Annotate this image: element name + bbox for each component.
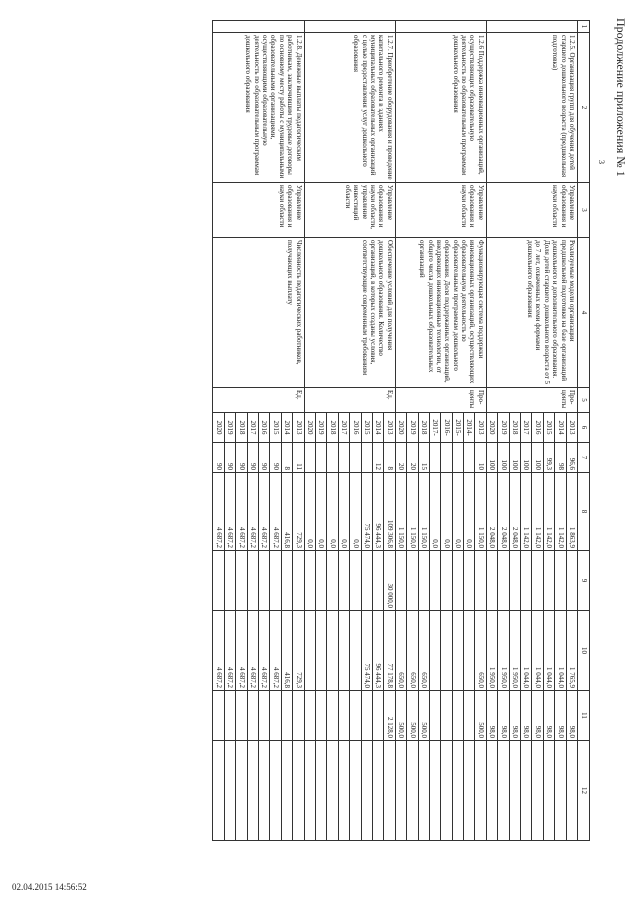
empty-cell [429,741,440,841]
year-cell: 2015- [452,413,463,443]
year-cell: 2016 [350,413,361,443]
other-funding-cell [236,691,247,741]
indicator-value-cell [350,443,361,473]
column-number-3: 3 [578,183,590,238]
total-funding-cell: 4 687,2 [213,473,224,551]
empty-cell [384,741,395,841]
page-number: 3 [597,160,606,164]
empty-cell [293,741,304,841]
indicator-value-cell: 90 [213,443,224,473]
indicator-value-cell: 8 [384,443,395,473]
regional-funding-cell: 650,0 [407,611,418,691]
empty-cell [566,741,577,841]
total-funding-cell: 1 150,0 [407,473,418,551]
regional-funding-cell: 1 044,0 [543,611,554,691]
other-funding-cell [316,691,327,741]
total-funding-cell: 0,0 [441,473,452,551]
total-funding-cell: 75 474,0 [361,473,372,551]
regional-funding-cell: 4 687,2 [259,611,270,691]
federal-funding-cell [521,551,532,611]
federal-funding-cell [338,551,349,611]
total-funding-cell: 4 687,2 [236,473,247,551]
empty-cell [543,741,554,841]
indicator-value-cell: 100 [509,443,520,473]
federal-funding-cell [395,551,406,611]
rotated-table-container [50,20,590,840]
empty-cell [281,741,292,841]
empty-cell [521,741,532,841]
federal-funding-cell [566,551,577,611]
column-number-11: 11 [578,691,590,741]
other-funding-cell [452,691,463,741]
empty-cell [247,741,258,841]
year-cell: 2018 [509,413,520,443]
regional-funding-cell [429,611,440,691]
federal-funding-cell [304,551,315,611]
row-index-cell [486,21,577,33]
year-cell: 2013 [293,413,304,443]
column-number-10: 10 [578,611,590,691]
other-funding-cell [441,691,452,741]
regional-funding-cell [452,611,463,691]
federal-funding-cell [452,551,463,611]
column-number-2: 2 [578,33,590,183]
regional-funding-cell: 4 687,2 [224,611,235,691]
table-row [566,21,577,841]
regional-funding-cell: 77 178,8 [384,611,395,691]
year-cell: 2016 [532,413,543,443]
regional-funding-cell: 4 687,2 [270,611,281,691]
indicator-value-cell: 11 [293,443,304,473]
footer-timestamp: 02.04.2015 14:56:52 [12,882,87,892]
total-funding-cell: 1 863,9 [566,473,577,551]
indicator-value-cell: 99,3 [543,443,554,473]
table-row [384,21,395,841]
other-funding-cell: 98,0 [543,691,554,741]
other-funding-cell: 500,0 [407,691,418,741]
indicator-value-cell [452,443,463,473]
federal-funding-cell [247,551,258,611]
other-funding-cell: 500,0 [418,691,429,741]
year-cell: 2018 [236,413,247,443]
indicator-value-cell: 90 [236,443,247,473]
year-cell: 2017- [429,413,440,443]
table-body [213,21,590,841]
table-row [293,21,304,841]
regional-funding-cell: 75 474,0 [361,611,372,691]
other-funding-cell [213,691,224,741]
total-funding-cell: 0,0 [350,473,361,551]
empty-cell [407,741,418,841]
federal-funding-cell [498,551,509,611]
other-funding-cell [293,691,304,741]
total-funding-cell: 729,3 [293,473,304,551]
federal-funding-cell [350,551,361,611]
year-cell: 2020 [213,413,224,443]
indicator-cell: Численность педагогических работников, получающих выплату [213,238,304,388]
executor-cell: Управление образования и науки области [395,183,486,238]
other-funding-cell [224,691,235,741]
year-cell: 2015 [543,413,554,443]
federal-funding-cell [418,551,429,611]
column-number-5: 5 [578,388,590,413]
empty-cell [338,741,349,841]
year-cell: 2018 [327,413,338,443]
total-funding-cell: 0,0 [452,473,463,551]
other-funding-cell: 98,0 [532,691,543,741]
column-number-8: 8 [578,473,590,551]
row-index-cell [213,21,304,33]
regional-funding-cell [327,611,338,691]
executor-cell: Управление образования и науки области [213,183,304,238]
executor-cell: Управление образования и науки области [486,183,577,238]
regional-funding-cell: 729,3 [293,611,304,691]
indicator-value-cell: 90 [259,443,270,473]
empty-cell [372,741,383,841]
column-number-9: 9 [578,551,590,611]
empty-cell [555,741,566,841]
total-funding-cell: 4 687,2 [247,473,258,551]
year-cell: 2016 [259,413,270,443]
empty-cell [509,741,520,841]
indicator-value-cell: 20 [395,443,406,473]
empty-cell [418,741,429,841]
indicator-value-cell: 100 [498,443,509,473]
regional-funding-cell: 1 044,0 [532,611,543,691]
federal-funding-cell [236,551,247,611]
indicator-value-cell: 100 [532,443,543,473]
year-cell: 2017 [521,413,532,443]
total-funding-cell: 2 048,0 [498,473,509,551]
federal-funding-cell [475,551,486,611]
indicator-value-cell [429,443,440,473]
indicator-value-cell: 100 [521,443,532,473]
federal-funding-cell [486,551,497,611]
total-funding-cell: 1 142,0 [555,473,566,551]
other-funding-cell: 98,0 [521,691,532,741]
other-funding-cell: 500,0 [475,691,486,741]
regional-funding-cell [338,611,349,691]
activity-name-cell: 1.2.6 Поддержка инновационных организаций, осуществляющих образовательную деятельность по образовательным программам дошкольного образования [395,33,486,183]
federal-funding-cell [543,551,554,611]
total-funding-cell: 0,0 [338,473,349,551]
year-cell: 2014 [372,413,383,443]
total-funding-cell: 1 150,0 [475,473,486,551]
other-funding-cell [361,691,372,741]
activity-name-cell: 1.2.5. Организация групп для обучения детей старшего дошкольного возраста (предшкольная подготовка) [486,33,577,183]
indicator-value-cell [304,443,315,473]
regional-funding-cell [464,611,475,691]
total-funding-cell: 1 150,0 [418,473,429,551]
column-number-12: 12 [578,741,590,841]
other-funding-cell [338,691,349,741]
regional-funding-cell: 650,0 [475,611,486,691]
empty-cell [486,741,497,841]
year-cell: 2019 [407,413,418,443]
regional-funding-cell: 4 687,2 [213,611,224,691]
empty-cell [475,741,486,841]
indicator-cell: Функционирующая система поддержки инновационных организаций, осуществляющих образовательную деятельность по образовательным программам дошкольного образования. Доля поддержанных организаций, внедряющих инновационные технологии, от общего числа дошкольных образовательных организаций [395,238,486,388]
total-funding-cell: 96 444,3 [372,473,383,551]
regional-funding-cell: 96 444,3 [372,611,383,691]
total-funding-cell: 4 687,2 [259,473,270,551]
indicator-value-cell: 90 [270,443,281,473]
indicator-cell: Обеспечение условий для получения дошкольного образования. Количество организаций, в которых созданы условия, соответствующие современным требованиям [304,238,395,388]
indicator-value-cell: 20 [407,443,418,473]
federal-funding-cell [509,551,520,611]
federal-funding-cell [464,551,475,611]
federal-funding-cell [281,551,292,611]
total-funding-cell: 0,0 [327,473,338,551]
federal-funding-cell [361,551,372,611]
year-cell: 2018 [418,413,429,443]
indicator-value-cell [327,443,338,473]
indicator-value-cell [338,443,349,473]
federal-funding-cell [316,551,327,611]
other-funding-cell: 98,0 [486,691,497,741]
table-row [475,21,486,841]
year-cell: 2019 [498,413,509,443]
federal-funding-cell [259,551,270,611]
empty-cell [224,741,235,841]
year-cell: 2014- [464,413,475,443]
total-funding-cell: 0,0 [464,473,475,551]
empty-cell [259,741,270,841]
other-funding-cell: 500,0 [395,691,406,741]
year-cell: 2015 [270,413,281,443]
program-table [213,20,591,841]
year-cell: 2019 [224,413,235,443]
year-cell: 2019 [316,413,327,443]
empty-cell [452,741,463,841]
empty-cell [213,741,224,841]
year-cell: 2015 [361,413,372,443]
year-cell: 2013 [384,413,395,443]
regional-funding-cell: 4 687,2 [236,611,247,691]
total-funding-cell: 1 150,0 [395,473,406,551]
regional-funding-cell: 416,8 [281,611,292,691]
regional-funding-cell [304,611,315,691]
empty-cell [236,741,247,841]
regional-funding-cell [350,611,361,691]
total-funding-cell: 2 048,0 [486,473,497,551]
regional-funding-cell [316,611,327,691]
empty-cell [532,741,543,841]
empty-cell [350,741,361,841]
federal-funding-cell [213,551,224,611]
indicator-value-cell [361,443,372,473]
regional-funding-cell: 1 950,0 [486,611,497,691]
regional-funding-cell: 1 950,0 [509,611,520,691]
empty-cell [327,741,338,841]
total-funding-cell: 416,8 [281,473,292,551]
activity-name-cell: 1.2.7. Приобретение оборудования и проведение капитального ремонта в зданиях муниципальных образовательных организаций с целью предоставления услуг дошкольного образования [304,33,395,183]
other-funding-cell [350,691,361,741]
year-cell: 2014 [555,413,566,443]
empty-cell [441,741,452,841]
year-cell: 2013 [566,413,577,443]
other-funding-cell [327,691,338,741]
total-funding-cell: 1 142,0 [521,473,532,551]
federal-funding-cell [429,551,440,611]
empty-cell [464,741,475,841]
federal-funding-cell [441,551,452,611]
unit-cell: Ед. [213,388,304,413]
empty-cell [316,741,327,841]
year-cell: 2017 [247,413,258,443]
indicator-value-cell: 8 [281,443,292,473]
regional-funding-cell: 650,0 [418,611,429,691]
empty-cell [498,741,509,841]
appendix-title: Продолжение приложения № 1 [614,18,628,177]
year-cell: 2016- [441,413,452,443]
total-funding-cell: 4 687,2 [270,473,281,551]
total-funding-cell: 4 687,2 [224,473,235,551]
other-funding-cell [372,691,383,741]
unit-cell: Ед. [304,388,395,413]
federal-funding-cell [270,551,281,611]
other-funding-cell [247,691,258,741]
federal-funding-cell [372,551,383,611]
unit-cell: Про-центы [486,388,577,413]
indicator-value-cell: 90 [224,443,235,473]
regional-funding-cell: 1 765,9 [566,611,577,691]
other-funding-cell: 98,0 [509,691,520,741]
federal-funding-cell [532,551,543,611]
indicator-value-cell: 12 [372,443,383,473]
total-funding-cell: 0,0 [316,473,327,551]
year-cell: 2020 [486,413,497,443]
other-funding-cell: 98,0 [566,691,577,741]
indicator-value-cell: 90 [247,443,258,473]
total-funding-cell: 1 142,0 [543,473,554,551]
other-funding-cell [270,691,281,741]
regional-funding-cell: 650,0 [395,611,406,691]
indicator-cell: Реализуемые модели организации предшкольной подготовки на базе организаций дошкольного и дополнительного образования. Доля детей старшего дошкольного возраста от 5 до 7 лет, охваченных всеми формами дошкольного образования [486,238,577,388]
federal-funding-cell [327,551,338,611]
indicator-value-cell: 15 [418,443,429,473]
year-cell: 2014 [281,413,292,443]
other-funding-cell [281,691,292,741]
year-cell: 2013 [475,413,486,443]
total-funding-cell: 2 048,0 [509,473,520,551]
federal-funding-cell [555,551,566,611]
other-funding-cell [464,691,475,741]
column-numbers-row [578,21,590,841]
regional-funding-cell: 1 044,0 [555,611,566,691]
row-index-cell [395,21,486,33]
other-funding-cell [304,691,315,741]
empty-cell [270,741,281,841]
year-cell: 2020 [304,413,315,443]
other-funding-cell: 98,0 [555,691,566,741]
empty-cell [395,741,406,841]
other-funding-cell: 2 128,0 [384,691,395,741]
year-cell: 2017 [338,413,349,443]
column-number-1: 1 [578,21,590,33]
indicator-value-cell: 98 [555,443,566,473]
other-funding-cell [429,691,440,741]
total-funding-cell: 0,0 [429,473,440,551]
total-funding-cell: 109 306,8 [384,473,395,551]
column-number-6: 6 [578,413,590,443]
indicator-value-cell [464,443,475,473]
federal-funding-cell: 30 000,0 [384,551,395,611]
column-number-4: 4 [578,238,590,388]
federal-funding-cell [293,551,304,611]
unit-cell: Про-центы [395,388,486,413]
regional-funding-cell: 4 687,2 [247,611,258,691]
column-number-7: 7 [578,443,590,473]
federal-funding-cell [407,551,418,611]
total-funding-cell: 1 142,0 [532,473,543,551]
indicator-value-cell [316,443,327,473]
federal-funding-cell [224,551,235,611]
activity-name-cell: 1.2.8. Денежные выплаты педагогическим работникам, заключившим трудовые договоры по основному месту работы с муниципальными образовательными организациями, осуществляющими образовательную деятельность по образовательным программам дошкольного образования [213,33,304,183]
regional-funding-cell: 1 044,0 [521,611,532,691]
regional-funding-cell: 1 950,0 [498,611,509,691]
indicator-value-cell: 10 [475,443,486,473]
other-funding-cell [259,691,270,741]
executor-cell: Управление образования и науки области, управление инвестиций области [304,183,395,238]
total-funding-cell: 0,0 [304,473,315,551]
empty-cell [361,741,372,841]
indicator-value-cell: 96,6 [566,443,577,473]
year-cell: 2020 [395,413,406,443]
regional-funding-cell [441,611,452,691]
row-index-cell [304,21,395,33]
indicator-value-cell [441,443,452,473]
other-funding-cell: 98,0 [498,691,509,741]
indicator-value-cell: 100 [486,443,497,473]
empty-cell [304,741,315,841]
